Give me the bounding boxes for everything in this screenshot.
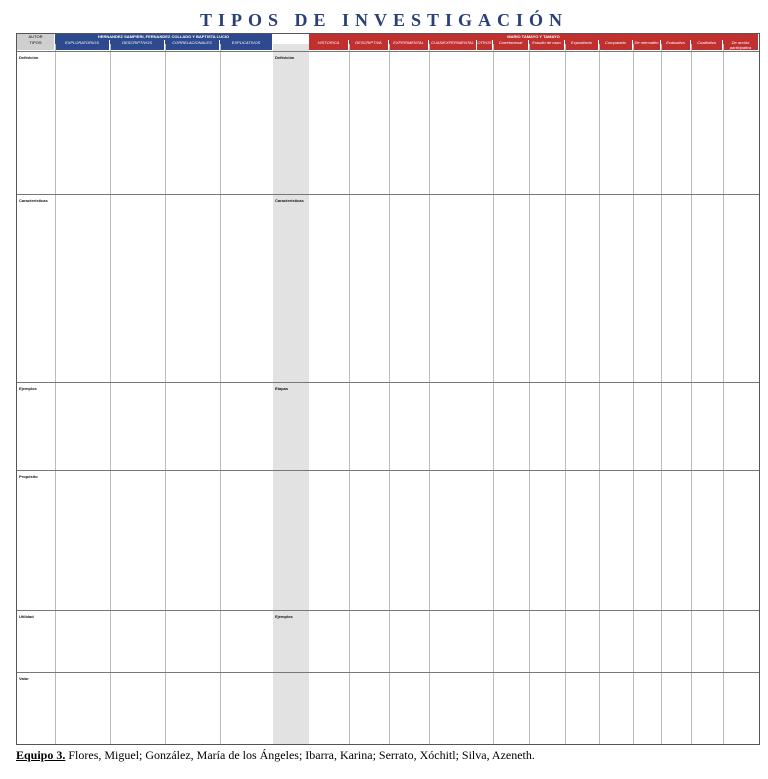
section-caracteristicas xyxy=(17,194,759,382)
col-right-10: Evaluativa xyxy=(661,40,691,50)
right-row-label-0: Definición xyxy=(275,55,295,60)
left-row-label-3: Propósito xyxy=(19,474,38,479)
tipos-label: TIPOS xyxy=(17,40,55,50)
team-label: Equipo 3. xyxy=(16,748,66,762)
col-right-7: Expostfacto xyxy=(565,40,599,50)
autor-label: AUTOR xyxy=(17,34,55,40)
col-right-2: EXPERIMENTAL xyxy=(389,40,429,50)
col-right-5: Correlacional xyxy=(493,40,529,50)
left-row-label-2: Ejemplos xyxy=(19,386,37,391)
col-right-4: OTROS xyxy=(477,40,493,50)
page-title: TIPOS DE INVESTIGACIÓN xyxy=(199,10,569,30)
team-footer xyxy=(16,748,535,763)
section-utilidad xyxy=(17,610,759,672)
autor-right: MARIO TAMAYO Y TAMAYO xyxy=(309,34,759,40)
left-row-label-0: Definición xyxy=(19,55,39,60)
col-right-3: CUASIEXPERIMENTAL xyxy=(429,40,477,50)
header-types-row xyxy=(17,40,759,50)
col-right-6: Estudio de caso xyxy=(529,40,565,50)
right-row-label-3: Ejemplos xyxy=(275,614,293,619)
col-left-2: CORRELACIONALES xyxy=(165,40,220,50)
col-right-8: Comparado xyxy=(599,40,633,50)
col-right-12: De acción participativa xyxy=(723,40,759,50)
left-row-label-5: Valor xyxy=(19,676,29,681)
col-right-11: Cualitativa xyxy=(691,40,723,50)
autor-left: HERNANDEZ SAMPIERI, FERNANDEZ COLLADO Y BAPTISTA LUCIO xyxy=(55,34,273,40)
col-right-0: HISTORICA xyxy=(309,40,349,50)
left-row-label-4: Utilidad xyxy=(19,614,34,619)
comparison-table xyxy=(16,33,760,745)
section-proposito xyxy=(17,470,759,610)
left-row-label-1: Características xyxy=(19,198,48,203)
section-valor xyxy=(17,672,759,744)
col-left-1: DESCRIPTIVOS xyxy=(110,40,165,50)
col-right-9: De mercadeo xyxy=(633,40,661,50)
col-left-3: EXPLICATIVOS xyxy=(220,40,273,50)
right-row-label-1: Características xyxy=(275,198,304,203)
section-ejemplos xyxy=(17,382,759,470)
team-members: Flores, Miguel; González, María de los Ángeles; Ibarra, Karina; Serrato, Xóchitl; Silva, Azeneth. xyxy=(65,748,535,762)
col-right-1: DESCRIPTIVA xyxy=(349,40,389,50)
section-definicion xyxy=(17,51,759,194)
col-left-0: EXPLORATORIOS xyxy=(55,40,110,50)
right-row-label-2: Etapas xyxy=(275,386,289,391)
